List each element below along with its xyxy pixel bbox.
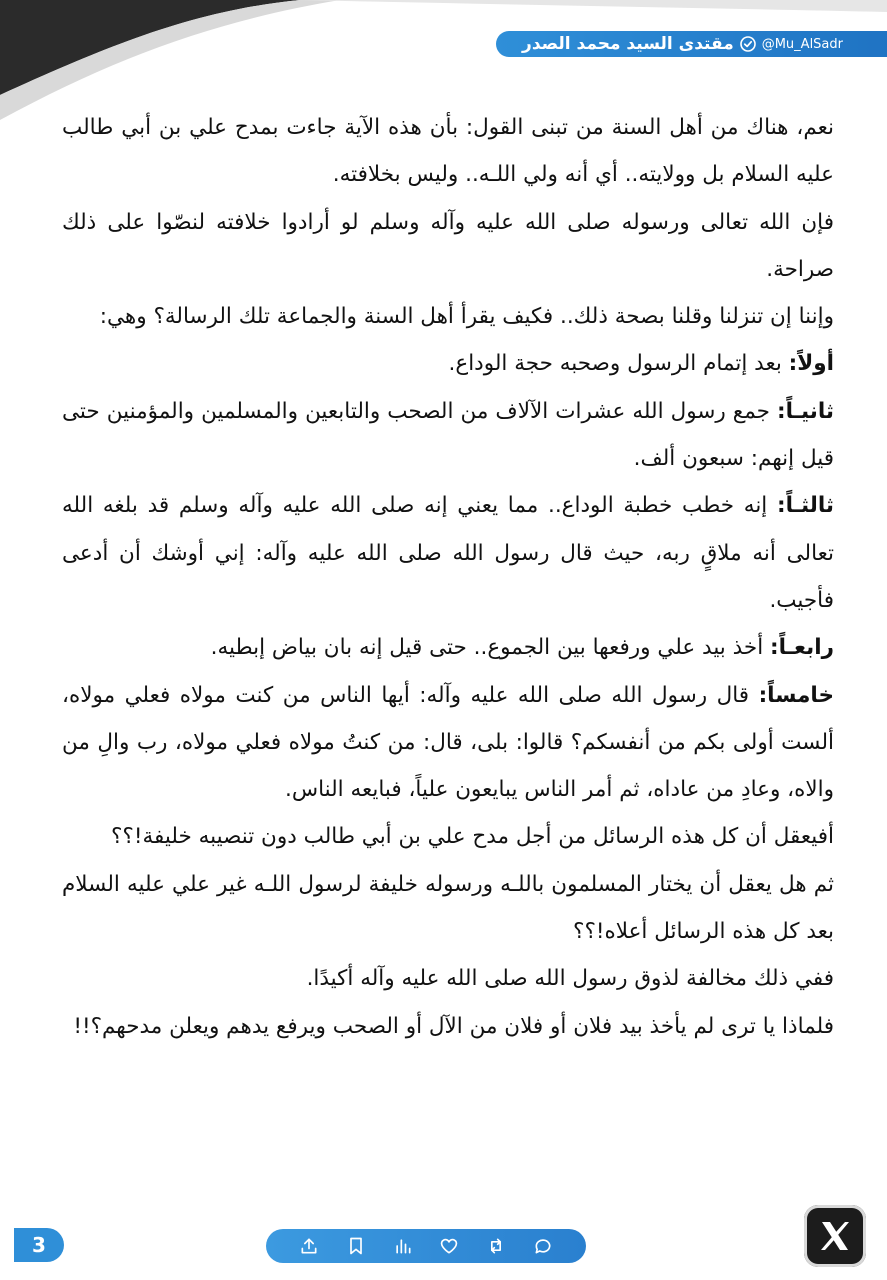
stats-button[interactable] [391, 1234, 415, 1258]
bookmark-icon [346, 1236, 366, 1256]
paragraph: فإن الله تعالى ورسوله صلى الله عليه وآله وسلم لو أرادوا خلافته لنصّوا على ذلك صراحة. [62, 209, 834, 282]
bookmark-button[interactable] [344, 1234, 368, 1258]
share-button[interactable] [297, 1234, 321, 1258]
like-icon [439, 1236, 459, 1256]
repost-button[interactable] [484, 1234, 508, 1258]
list-item [62, 340, 834, 387]
list-item-text: قال رسول الله صلى الله عليه وآله: أيها الناس من كنت مولاه فعلي مولاه، ألست أولى بكم من أنفسكم؟ قالوا: بلى، قال: من كنتُ مولاه فعلي مولاه، رب والِ من والاه، وعادِ من عاداه، ثم أمر الناس يبايعون علياً، فبايعه الناس. [62, 682, 834, 803]
list-item-label: خامساً: [758, 682, 834, 708]
x-logo-icon [804, 1205, 866, 1267]
account-header[interactable] [496, 31, 887, 57]
account-handle: @Mu_AlSadr [761, 36, 843, 52]
list-item [62, 482, 834, 624]
list-item-label: ثانيـاً: [776, 398, 834, 424]
list-item-text: جمع رسول الله عشرات الآلاف من الصحب والتابعين والمسلمين والمؤمنين حتى قيل إنهم: سبعون ألف. [62, 398, 834, 472]
list-item-text: إنه خطب خطبة الوداع.. مما يعني إنه صلى الله عليه وآله وسلم قد بلغه الله تعالى أنه ملاقٍ ربه، حيث قال رسول الله صلى الله عليه وآله: إني أوشك أن أدعى فأجيب. [62, 493, 834, 613]
list-item-label: ثالثـاً: [776, 493, 834, 519]
paragraph: ففي ذلك مخالفة لذوق رسول الله صلى الله عليه وآله أكيدًا. [306, 966, 834, 992]
paragraph: أفيعقل أن كل هذه الرسائل من أجل مدح علي بن أبي طالب دون تنصيبه خليفة!؟؟ [111, 824, 834, 850]
list-item-text: بعد إتمام الرسول وصحبه حجة الوداع. [448, 351, 789, 377]
list-item [62, 624, 834, 671]
like-button[interactable] [437, 1234, 461, 1258]
page-number: 3 [32, 1233, 46, 1257]
list-item-text: أخذ بيد علي ورفعها بين الجموع.. حتى قيل إنه بان بياض إبطيه. [210, 635, 771, 661]
x-letter-icon [817, 1218, 853, 1254]
paragraph: ثم هل يعقل أن يختار المسلمون باللـه ورسوله خليفة لرسول اللـه غير علي عليه السلام بعد كل هذه الرسائل أعلاه!؟؟ [62, 871, 834, 945]
list-item [62, 672, 834, 814]
list-item [62, 388, 834, 483]
stats-icon [393, 1236, 413, 1256]
paragraph: فلماذا يا ترى لم يأخذ بيد فلان أو فلان من الآل أو الصحب ويرفع يدهم ويعلن مدحهم؟!! [73, 1013, 834, 1039]
verified-badge-icon [740, 36, 756, 52]
list-item-label: أولاً: [788, 351, 834, 377]
paragraph: نعم، هناك من أهل السنة من تبنى القول: بأن هذه الآية جاءت بمدح علي بن أبي طالب عليه السلام بل وولايته.. أي أنه ولي اللـه.. وليس بخلافته. [62, 115, 834, 188]
reply-icon [533, 1236, 553, 1256]
page-number-badge [14, 1228, 64, 1262]
reply-button[interactable] [531, 1234, 555, 1258]
list-item-label: رابعـاً: [770, 635, 834, 661]
account-name: مقتدى السيد محمد الصدر [522, 34, 734, 54]
repost-icon [486, 1236, 506, 1256]
paragraph: وإننا إن تنزلنا وقلنا بصحة ذلك.. فكيف يقرأ أهل السنة والجماعة تلك الرسالة؟ وهي: [99, 304, 834, 330]
article-body [62, 104, 834, 1050]
share-icon [299, 1236, 319, 1256]
tweet-action-bar [266, 1229, 586, 1263]
